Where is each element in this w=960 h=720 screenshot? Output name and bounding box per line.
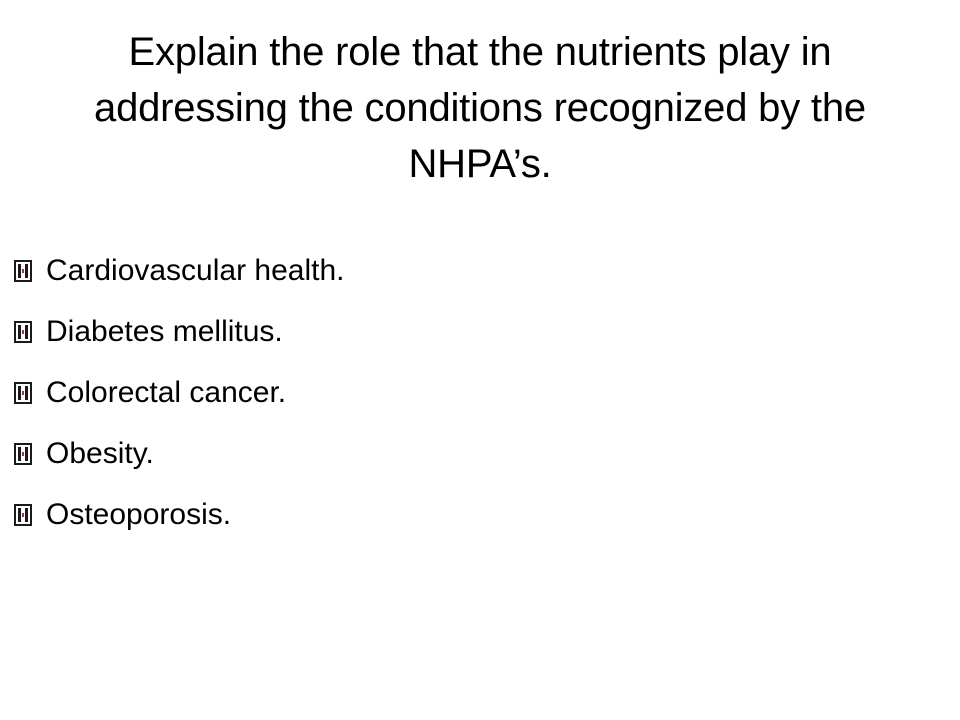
- film-strip-bullet-icon: [14, 503, 32, 527]
- bullet-text: Diabetes mellitus.: [46, 314, 283, 348]
- bullet-item-osteoporosis: [14, 484, 345, 545]
- bullet-text: Osteoporosis.: [46, 497, 232, 531]
- bullet-list: [14, 240, 345, 545]
- bullet-text: Cardiovascular health.: [46, 253, 345, 287]
- film-strip-bullet-icon: [14, 442, 32, 466]
- bullet-item-obesity: [14, 423, 345, 484]
- bullet-text: Obesity.: [46, 436, 154, 470]
- film-strip-bullet-icon: [14, 259, 32, 283]
- film-strip-bullet-icon: [14, 320, 32, 344]
- bullet-item-colorectal: [14, 362, 345, 423]
- slide-title: Explain the role that the nutrients play in addressing the conditions recognized by the NHPA’s.: [94, 30, 866, 186]
- film-strip-bullet-icon: [14, 381, 32, 405]
- bullet-text: Colorectal cancer.: [46, 375, 287, 409]
- bullet-item-cardiovascular: [14, 240, 345, 301]
- bullet-item-diabetes: [14, 301, 345, 362]
